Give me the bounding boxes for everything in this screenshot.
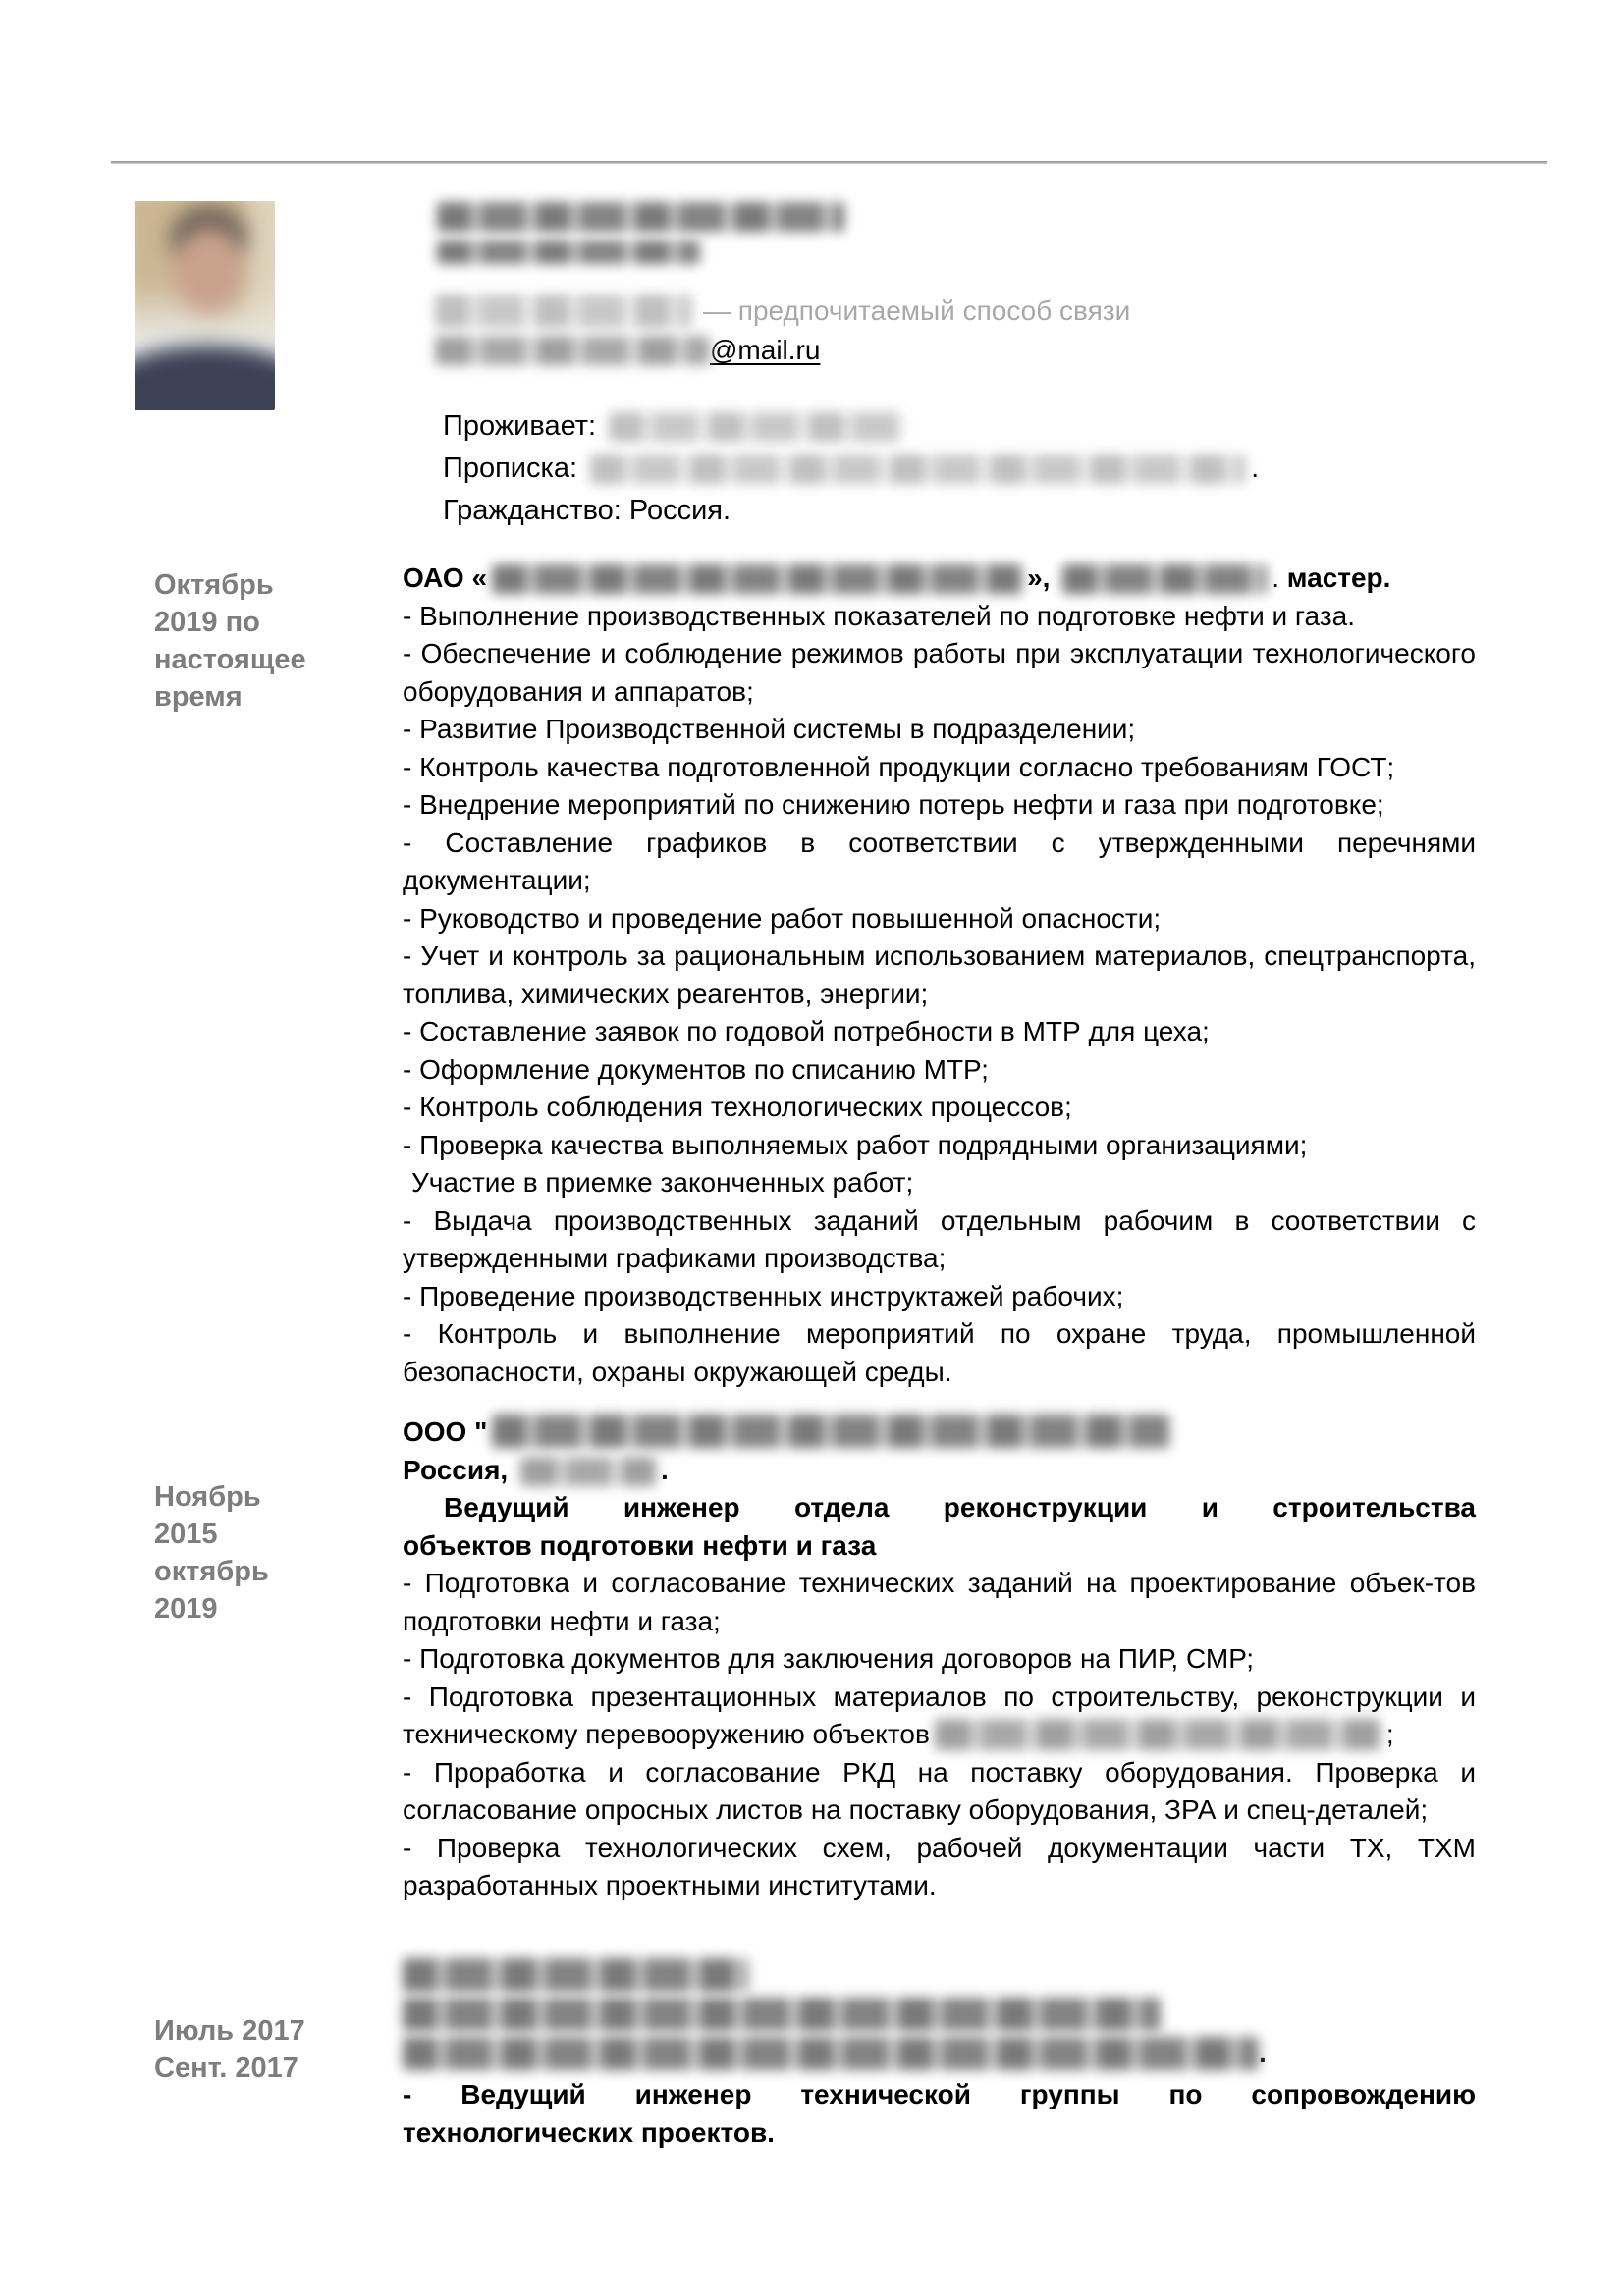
job-2-country-line: Россия, . [403,1454,669,1485]
job-2-org-line: ООО " [403,1414,1476,1452]
org-2-city-redacted [520,1457,656,1486]
job-1-body [403,560,1476,1391]
org-1-unit-redacted [1062,564,1267,594]
org-3-line2 [403,1998,1476,2031]
date-range-1: Октябрь 2019 по настоящее время [154,569,306,713]
job-duty: - Контроль и выполнение мероприятий по охране труда, промышленной безопасности, охраны окружающей среды. [403,1318,1476,1387]
email-redacted [435,336,710,365]
profile-photo-blur [135,201,275,410]
date-range-3: Июль 2017 Сент. 2017 [154,2015,305,2084]
lives-line [443,405,1259,448]
registration-label: Прописка: [443,453,578,484]
job-duty: - Учет и контроль за рациональным использованием материалов, спецтранспорта, топлива, химических реагентов, энергии; [403,940,1476,1009]
org-3-line1 [403,1958,1476,1992]
job-duty: - Проведение производственных инструктажей рабочих; [403,1280,1124,1311]
job-2-body [403,1414,1476,1905]
job-3-body [403,1958,1476,2152]
applicant-name-redacted [437,202,844,232]
job-duty: - Проверка качества выполняемых работ подрядными организациями; [403,1129,1308,1160]
lives-value-redacted [609,412,903,442]
job-3-position-line2: технологических проектов. [403,2116,775,2148]
job-1-position: мастер. [1286,562,1391,593]
job-duty: - Подготовка документов для заключения договоров на ПИР, СМР; [403,1643,1255,1674]
org-2-name-redacted [492,1415,1169,1448]
job-duty-object-redacted [935,1719,1381,1750]
registration-value-redacted [590,454,1246,484]
registration-line [443,448,1259,490]
job-duty: - Проверка технологических схем, рабочей документации части ТХ, ТХМ разработанных проектными институтами. [403,1832,1476,1900]
job-duty: - Подготовка и согласование технических заданий на проектирование объек-тов подготовки нефти и газа; [403,1568,1476,1636]
org-3-name-redacted [403,1958,748,1992]
email-row [435,335,1130,366]
org-3-branch-redacted [403,1998,1161,2031]
registration-period: . [1251,453,1260,484]
top-divider [111,161,1547,164]
job-duty: - Контроль качества подготовленной продукции согласно требованиям ГОСТ; [403,751,1395,782]
residence-block [443,405,1259,532]
preferred-contact-note: — предпочитаемый способ связи [703,295,1131,326]
job-duty: - Развитие Производственной системы в подразделении; [403,714,1136,744]
job-2-position: Ведущий инженер отдела реконструкции и строительства [444,1492,1476,1522]
org-3-line3: . [403,2037,1476,2070]
job-2-position-line2: объектов подготовки нефти и газа [403,1529,877,1561]
lives-label: Проживает: [443,410,597,442]
org-3-detail-redacted [403,2037,1259,2070]
applicant-birthdate-redacted [437,240,700,264]
job-duty: - Внедрение мероприятий по снижению потерь нефти и газа при подготовке; [403,789,1384,820]
job-1-org-line: ОАО « », . мастер. [403,562,1391,593]
citizenship-line: Гражданство: Россия. [443,495,731,526]
phone-row [435,294,1130,328]
profile-photo [135,201,275,410]
job-duty: - Контроль соблюдения технологических процессов; [403,1092,1072,1122]
job-duty: - Проработка и согласование РКД на поставку оборудования. Проверка и согласование опросных листов на поставку оборудования, ЗРА и спец-деталей; [403,1756,1476,1825]
job-duty: - Обеспечение и соблюдение режимов работы при эксплуатации технологического оборудования и аппаратов; [403,638,1476,707]
org-1-name-redacted [492,564,1022,594]
job-duty: Участие в приемке законченных работ; [411,1167,914,1198]
job-3-position: - Ведущий инженер технической группы по сопровождению [403,2079,1476,2109]
email-link[interactable]: @mail.ru [710,335,821,365]
job-duty: - Оформление документов по списанию МТР; [403,1053,989,1085]
job-duty: - Составление заявок по годовой потребности в МТР для цеха; [403,1016,1210,1046]
contact-block [435,294,1130,373]
job-duty: - Составление графиков в соответствии с утвержденными перечнями документации; [403,827,1476,895]
job-duty: - Руководство и проведение работ повышенной опасности; [403,902,1162,934]
applicant-name-block [437,202,844,264]
phone-number-redacted [435,294,692,328]
date-range-2: Ноябрь 2015 октябрь 2019 [154,1481,269,1625]
job-duty: - Подготовка презентационных материалов по строительству, реконструкции и техническому перевооружению объектов ; [403,1681,1476,1749]
job-duty: - Выдача производственных заданий отдельным рабочим в соответствии с утвержденными графиками производства; [403,1204,1476,1273]
job-duty: - Выполнение производственных показателей по подготовке нефти и газа. [403,600,1355,631]
